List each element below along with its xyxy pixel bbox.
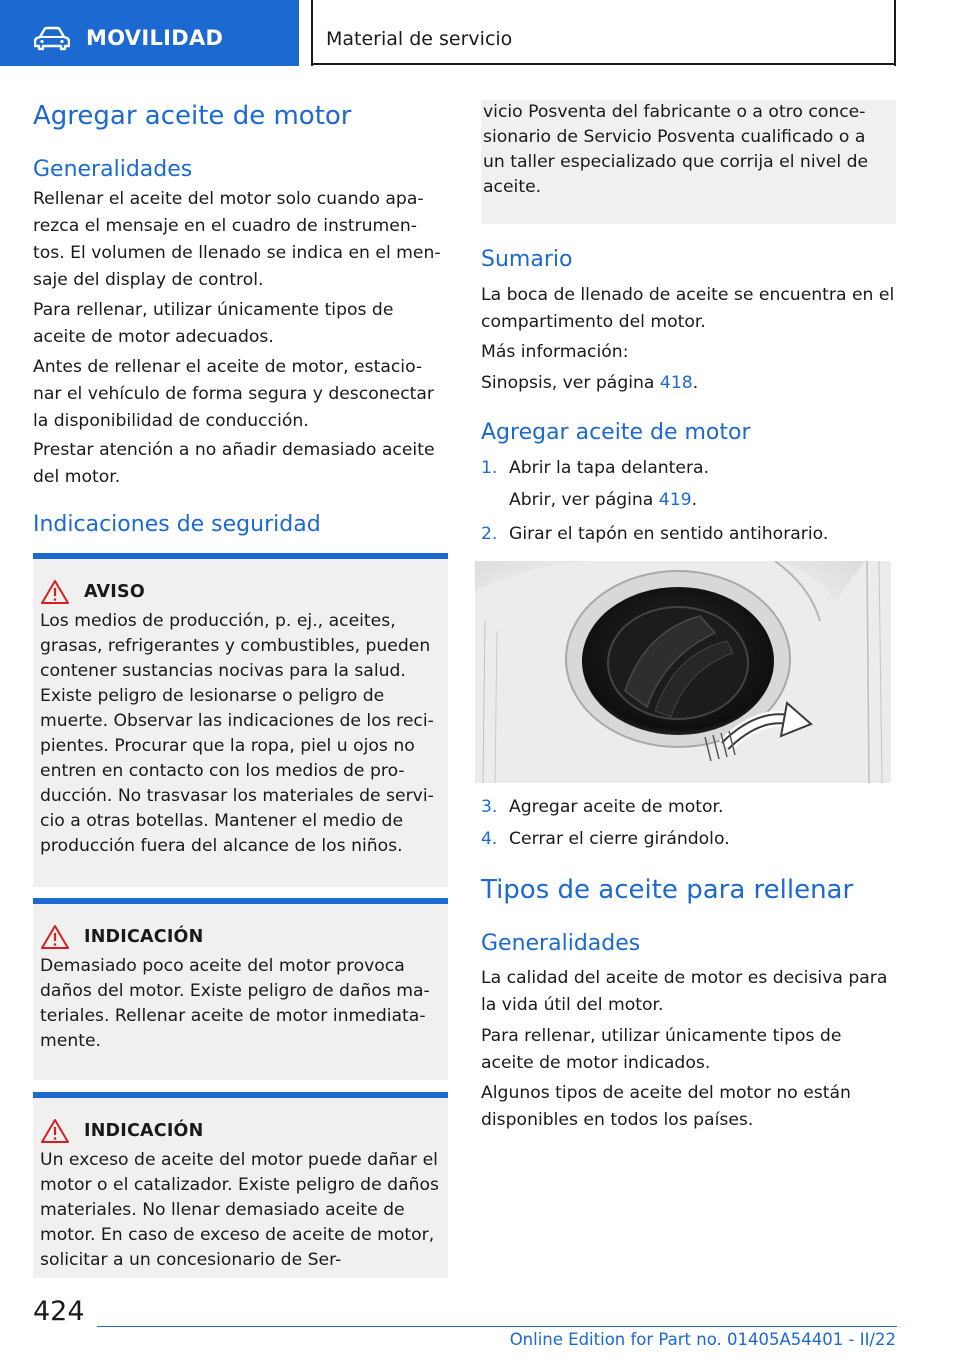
warning-triangle-icon xyxy=(40,923,70,951)
step-number: 1. xyxy=(481,458,498,478)
step-subtext: Abrir, ver página 419. xyxy=(509,490,698,510)
reference-sinopsis: Sinopsis, ver página 418. xyxy=(481,373,699,393)
paragraph: Prestar atención a no añadir demasiado aceite del motor. xyxy=(33,440,435,487)
warning-box-continued xyxy=(481,100,896,224)
section-label: MOVILIDAD xyxy=(86,26,224,50)
warning-text: Demasiado poco aceite del motor provoca daños del motor. Existe peligro de daños ma-teriales. Rellenar aceite de motor inmediata-mente. xyxy=(40,956,430,1051)
heading-agregar-aceite: Agregar aceite de motor xyxy=(33,101,352,131)
header-underline xyxy=(311,63,896,65)
heading-indicaciones-seguridad: Indicaciones de seguridad xyxy=(33,512,321,537)
heading-tipos-aceite: Tipos de aceite para rellenar xyxy=(481,875,854,905)
page-link-418[interactable]: 418 xyxy=(659,373,693,393)
oil-cap-photo xyxy=(475,561,891,783)
step-text: Girar el tapón en sentido antihorario. xyxy=(509,524,829,544)
paragraph: Antes de rellenar el aceite de motor, estacio-nar el vehículo de forma segura y desconectar la disponibilidad de conducción. xyxy=(33,357,434,431)
step-text: Cerrar el cierre girándolo. xyxy=(509,829,730,849)
paragraph: La calidad del aceite de motor es decisiva para la vida útil del motor. xyxy=(481,968,888,1015)
section-tab[interactable] xyxy=(0,0,299,66)
warning-text: Un exceso de aceite del motor puede dañar el motor o el catalizador. Existe peligro de daños materiales. No llenar demasiado aceite de motor. En caso de exceso de aceite de motor, solicitar a un concesionario de Ser- xyxy=(40,1150,439,1270)
step-number: 4. xyxy=(481,829,498,849)
header-divider-right xyxy=(894,0,896,66)
warning-text: Los medios de producción, p. ej., aceites, grasas, refrigerantes y combustibles, pueden contener sustancias nocivas para la salud. Existe peligro de lesionarse o peligro de muerte. Observar las indicaciones de los reci-pientes. Procurar que la ropa, piel u ojos no entren en contacto con los medios de pro-ducción. No trasvasar los materiales de servi-cio a otras botellas. Mantener el medio de producción fuera del alcance de los niños. xyxy=(40,611,434,856)
warning-triangle-icon xyxy=(40,1117,70,1145)
warning-box-indicacion xyxy=(33,898,448,1080)
step-number: 3. xyxy=(481,797,498,817)
paragraph: Rellenar el aceite del motor solo cuando apa-rezca el mensaje en el cuadro de instrumen-tos. El volumen de llenado se indica en el men-saje del display de control. xyxy=(33,189,441,290)
header-title: Material de servicio xyxy=(326,28,513,50)
paragraph: La boca de llenado de aceite se encuentra en el compartimento del motor. xyxy=(481,285,895,332)
paragraph: Más información: xyxy=(481,342,629,362)
warning-title: AVISO xyxy=(84,582,145,602)
step-number: 2. xyxy=(481,524,498,544)
warning-text-continued: vicio Posventa del fabricante o a otro conce-sionario de Servicio Posventa cualificado o a un taller especializado que corrija el nivel de aceite. xyxy=(483,102,869,197)
paragraph: Para rellenar, utilizar únicamente tipos de aceite de motor indicados. xyxy=(481,1026,842,1073)
paragraph: Algunos tipos de aceite del motor no están disponibles en todos los países. xyxy=(481,1083,851,1130)
heading-generalidades-tipos: Generalidades xyxy=(481,931,641,956)
car-icon xyxy=(34,26,70,52)
warning-box-aviso xyxy=(33,553,448,887)
step-text: Abrir la tapa delantera. xyxy=(509,458,710,478)
heading-generalidades: Generalidades xyxy=(33,157,193,182)
heading-agregar-aceite-steps: Agregar aceite de motor xyxy=(481,420,751,445)
reference-text: Sinopsis, ver página xyxy=(481,373,660,393)
warning-triangle-icon xyxy=(40,578,70,606)
page-link-419[interactable]: 419 xyxy=(658,490,692,510)
paragraph: Para rellenar, utilizar únicamente tipos de aceite de motor adecuados. xyxy=(33,300,394,347)
page-number: 424 xyxy=(33,1296,85,1327)
step-text: Agregar aceite de motor. xyxy=(509,797,724,817)
header-divider-left xyxy=(311,0,313,66)
reference-text: Abrir, ver página xyxy=(509,490,659,510)
warning-title: INDICACIÓN xyxy=(84,1121,204,1141)
footer-rule xyxy=(97,1326,897,1327)
footer-edition: Online Edition for Part no. 01405A54401 - II/22 xyxy=(509,1330,896,1349)
heading-sumario: Sumario xyxy=(481,247,573,272)
warning-title: INDICACIÓN xyxy=(84,927,204,947)
warning-box-indicacion xyxy=(33,1092,448,1278)
